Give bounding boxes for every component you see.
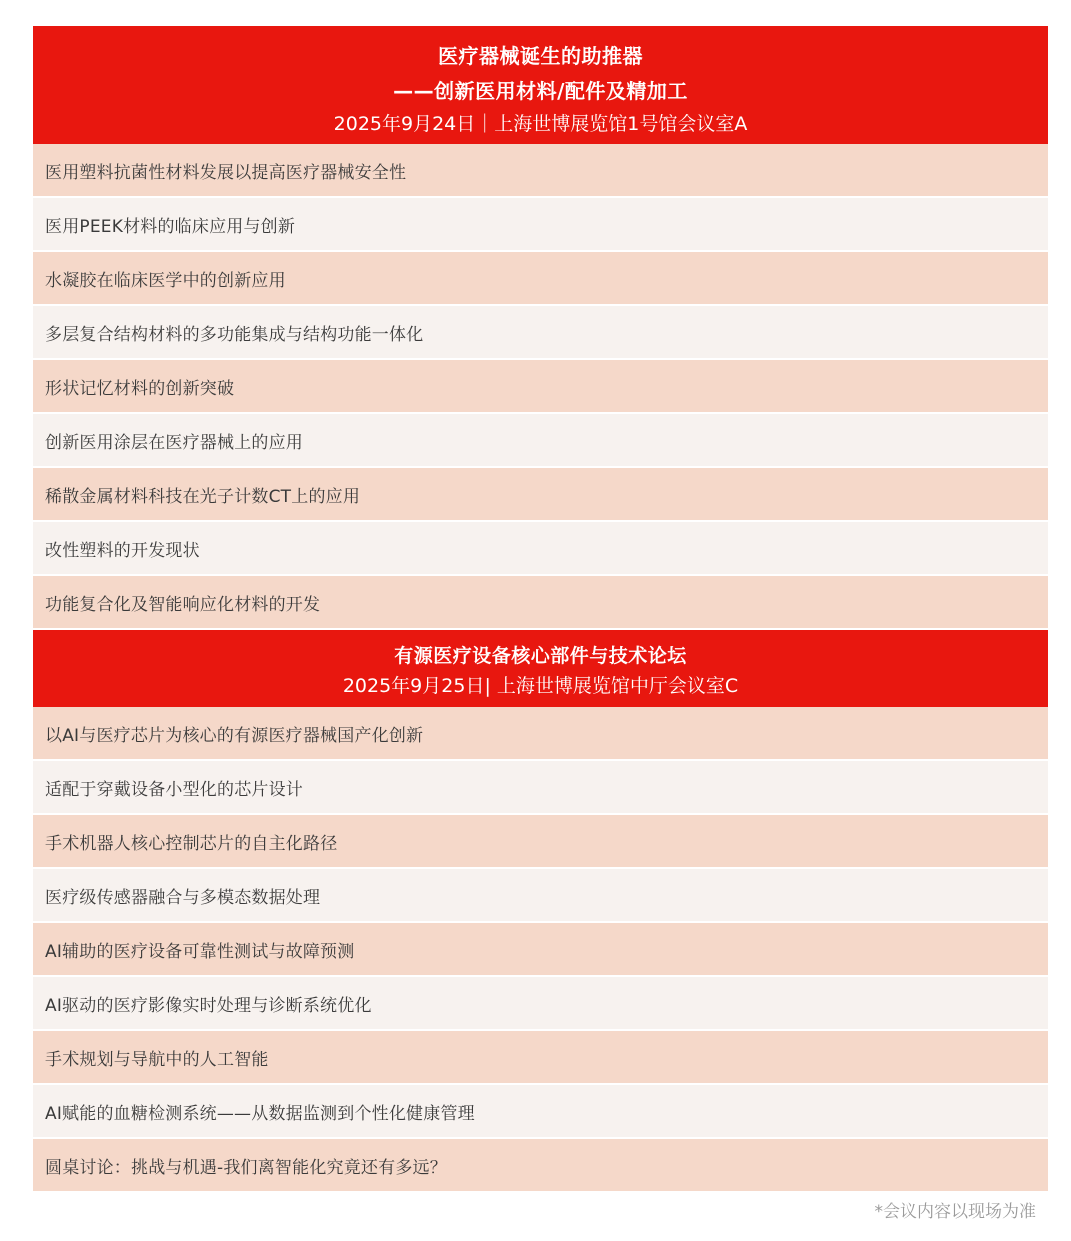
section-header [33,630,1048,707]
topic-row: 创新医用涂层在医疗器械上的应用 [33,414,1048,466]
topic-row: 改性塑料的开发现状 [33,522,1048,574]
section-title: 医疗器械诞生的助推器 [438,44,643,68]
topic-row: 功能复合化及智能响应化材料的开发 [33,576,1048,628]
forum-section-active-devices [33,630,1048,1191]
topic-list [33,707,1048,1191]
topic-row: 稀散金属材料科技在光子计数CT上的应用 [33,468,1048,520]
topic-row: 适配于穿戴设备小型化的芯片设计 [33,761,1048,813]
section-date-venue: 2025年9月25日| 上海世博展览馆中厅会议室C [342,675,739,697]
topic-row: 医用PEEK材料的临床应用与创新 [33,198,1048,250]
agenda-page [33,26,1048,1193]
topic-row: 多层复合结构材料的多功能集成与结构功能一体化 [33,306,1048,358]
topic-row: 医疗级传感器融合与多模态数据处理 [33,869,1048,921]
topic-row: AI赋能的血糖检测系统——从数据监测到个性化健康管理 [33,1085,1048,1137]
footnote: *会议内容以现场为准 [874,1202,1036,1222]
topic-row: 手术规划与导航中的人工智能 [33,1031,1048,1083]
section-title: 有源医疗设备核心部件与技术论坛 [394,645,687,667]
section-date-venue: 2025年9月24日｜上海世博展览馆1号馆会议室A [333,113,748,135]
topic-list [33,144,1048,628]
topic-row: 医用塑料抗菌性材料发展以提高医疗器械安全性 [33,144,1048,196]
topic-row: AI辅助的医疗设备可靠性测试与故障预测 [33,923,1048,975]
topic-row: 手术机器人核心控制芯片的自主化路径 [33,815,1048,867]
section-header [33,26,1048,144]
topic-row: AI驱动的医疗影像实时处理与诊断系统优化 [33,977,1048,1029]
topic-row: 水凝胶在临床医学中的创新应用 [33,252,1048,304]
section-title-line2: ——创新医用材料/配件及精加工 [393,79,688,103]
forum-section-materials [33,26,1048,628]
topic-row: 圆桌讨论：挑战与机遇-我们离智能化究竟还有多远？ [33,1139,1048,1191]
topic-row: 以AI与医疗芯片为核心的有源医疗器械国产化创新 [33,707,1048,759]
topic-row: 形状记忆材料的创新突破 [33,360,1048,412]
